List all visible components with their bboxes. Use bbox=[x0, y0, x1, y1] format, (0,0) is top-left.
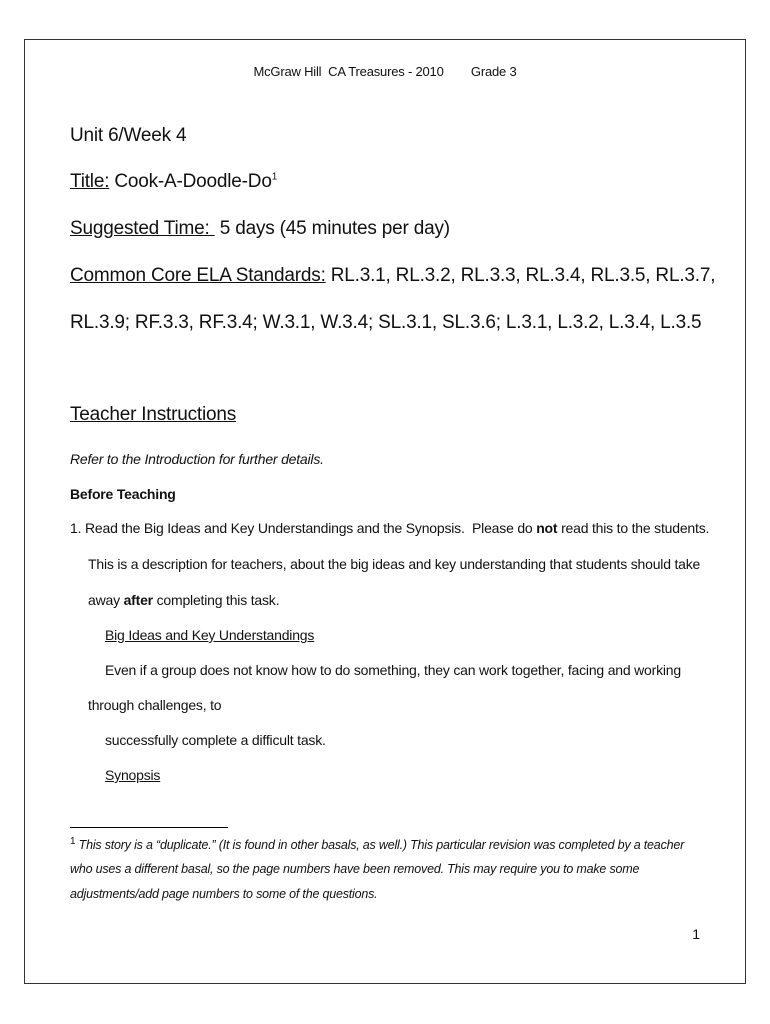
teacher-instructions-heading: Teacher Instructions bbox=[70, 404, 237, 425]
header-grade: Grade 3 bbox=[470, 64, 517, 79]
standards-line-1 bbox=[70, 265, 715, 287]
before-teaching-heading: Before Teaching bbox=[70, 486, 176, 502]
item-1-line-3-b: completing this task. bbox=[152, 592, 280, 608]
item-1-line-3-a: away bbox=[88, 592, 124, 608]
item-1-text-a: Read the Big Ideas and Key Understandings and the Synopsis. Please do bbox=[84, 520, 537, 536]
big-ideas-line-1: Even if a group does not know how to do something, they can work together, facing and working bbox=[105, 662, 681, 678]
big-ideas-line-2: through challenges, to bbox=[88, 697, 222, 713]
standards-list-1: RL.3.1, RL.3.2, RL.3.3, RL.3.4, RL.3.5, RL.3.7, bbox=[330, 265, 716, 286]
big-ideas-line-3: successfully complete a difficult task. bbox=[105, 732, 326, 748]
synopsis-heading: Synopsis bbox=[105, 767, 161, 783]
standards-list-2: RL.3.9; RF.3.3, RF.3.4; W.3.1, W.3.4; SL.3.1, SL.3.6; L.3.1, L.3.2, L.3.4, L.3.5 bbox=[70, 312, 702, 333]
footnote-line-2: who uses a different basal, so the page numbers have been removed. This may require you to make some bbox=[70, 862, 640, 876]
big-ideas-heading: Big Ideas and Key Understandings bbox=[105, 627, 315, 643]
document-page bbox=[24, 39, 746, 984]
time-value: 5 days (45 minutes per day) bbox=[219, 218, 450, 239]
item-1-line-2: This is a description for teachers, about the big ideas and key understanding that students should take bbox=[88, 556, 701, 572]
refer-note: Refer to the Introduction for further details. bbox=[70, 451, 324, 467]
footnote-text-1: This story is a “duplicate.” (It is found in other basals, as well.) This particular revision was completed by a teacher bbox=[75, 838, 685, 853]
item-1-bold-not: not bbox=[536, 520, 558, 536]
title-line bbox=[70, 171, 277, 193]
item-1-text-b: read this to the students. bbox=[557, 520, 710, 536]
page-header bbox=[25, 64, 745, 79]
unit-week: Unit 6/Week 4 bbox=[70, 125, 187, 146]
title-value: Cook-A-Doodle-Do bbox=[114, 171, 272, 192]
item-1-line-1 bbox=[70, 520, 709, 536]
title-label: Title: bbox=[70, 171, 110, 192]
footnote-divider bbox=[70, 827, 228, 828]
standards-label: Common Core ELA Standards: bbox=[70, 265, 326, 286]
page-number: 1 bbox=[692, 926, 700, 942]
footnote-marker: 1 bbox=[70, 836, 76, 847]
time-label: Suggested Time: bbox=[70, 218, 215, 239]
item-1-line-3 bbox=[88, 592, 279, 608]
item-1-bold-after: after bbox=[123, 592, 153, 608]
header-source: McGraw Hill CA Treasures - 2010 bbox=[253, 64, 444, 79]
footnote-line-1 bbox=[70, 836, 684, 852]
footnote-line-3: adjustments/add page numbers to some of the questions. bbox=[70, 887, 378, 901]
item-1-number: 1. bbox=[70, 520, 82, 536]
title-footnote-ref: 1 bbox=[271, 171, 278, 183]
suggested-time-line bbox=[70, 218, 450, 240]
